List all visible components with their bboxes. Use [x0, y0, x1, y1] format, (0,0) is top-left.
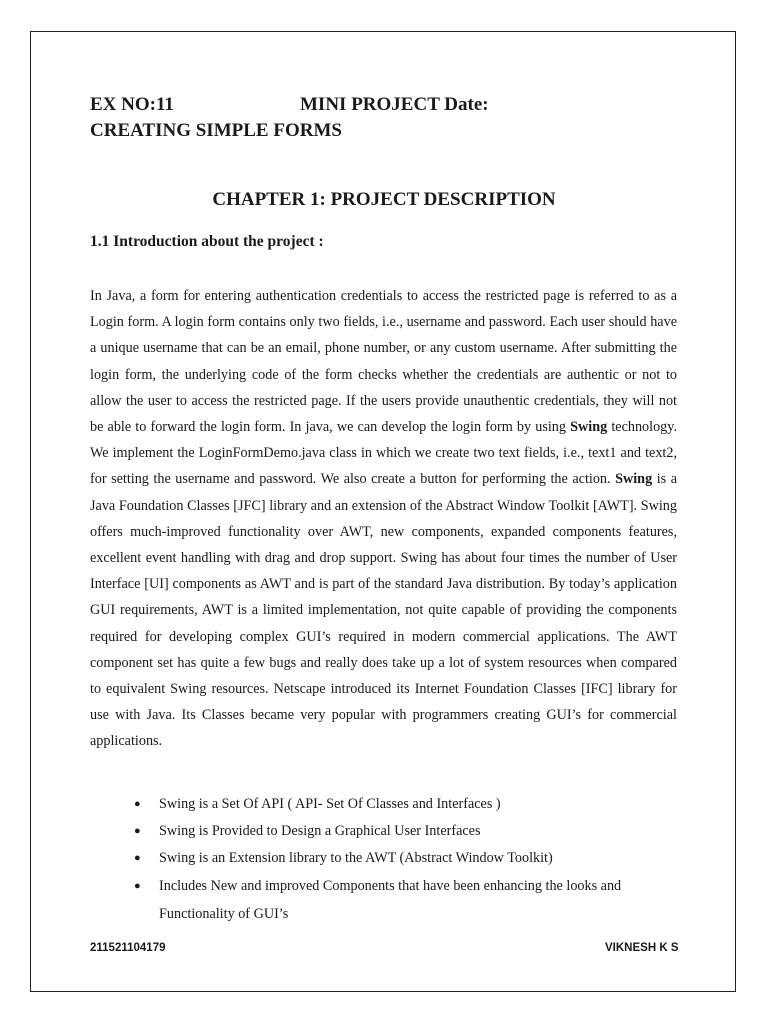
swing-keyword: Swing [615, 471, 653, 488]
document-title: CREATING SIMPLE FORMS [90, 120, 342, 141]
mini-project-date: MINI PROJECT Date: [300, 94, 489, 115]
paragraph-part-3: is a Java Foundation Classes [JFC] library and an extension of the Abstract Window Toolkit [AWT]. Swing offers much-improved functionality over AWT, new components, expanded components features, excellent event handling with drag and drop support. Swing has about four times the number of User Interface [UI] components as AWT and is part of the standard Java distribution. By today’s application GUI requirements, AWT is a limited implementation, not quite capable of providing the components required for developing complex GUI’s required in modern commercial applications. The AWT component set has quite a few bugs and really does take up a lot of system resources when compared to equivalent Swing resources. Netscape introduced its Internet Foundation Classes [IFC] library for use with Java. Its Classes became very popular with programmers creating GUI’s for commercial applications. [90, 471, 677, 750]
list-item [134, 818, 699, 845]
bullet-icon: ● [134, 852, 141, 864]
footer-register-number: 211521104179 [90, 942, 166, 954]
list-item-text: Swing is a Set Of API ( API- Set Of Classes and Interfaces ) [159, 796, 501, 812]
section-title: 1.1 Introduction about the project : [90, 233, 324, 250]
list-item-text: Swing is an Extension library to the AWT (Abstract Window Toolkit) [159, 850, 553, 866]
bullet-list [134, 791, 699, 928]
footer-author-name: VIKNESH K S [605, 942, 679, 954]
list-item [134, 872, 699, 928]
list-item-text: Includes New and improved Components that have been enhancing the looks and Functionality of GUI’s [159, 878, 622, 922]
list-item [134, 845, 699, 872]
paragraph-part-1: In Java, a form for entering authentication credentials to access the restricted page is referred to as a Login form. A login form contains only two fields, i.e., username and password. Each user should have a unique username that can be an email, phone number, or any custom username. After submitting the login form, the underlying code of the form checks whether the credentials are authentic or not to allow the user to access the restricted page. If the users provide unauthentic credentials, they will not be able to forward the login form. In java, we can develop the login form by using [90, 288, 677, 436]
bullet-icon: ● [134, 825, 141, 837]
exercise-number: EX NO:11 [90, 94, 174, 115]
list-item-text: Swing is Provided to Design a Graphical User Interfaces [159, 823, 481, 839]
body-paragraph [90, 283, 677, 755]
bullet-icon: ● [134, 798, 141, 810]
paragraph-part-2: technology. We implement the LoginFormDemo.java class in which we create two text fields, i.e., text1 and text2, for setting the username and password. We also create a button for performing the action. [90, 419, 677, 488]
chapter-title: CHAPTER 1: PROJECT DESCRIPTION [212, 189, 556, 210]
header-line [90, 94, 489, 116]
list-item [134, 791, 699, 818]
swing-keyword: Swing [570, 419, 608, 436]
bullet-icon: ● [134, 880, 141, 892]
